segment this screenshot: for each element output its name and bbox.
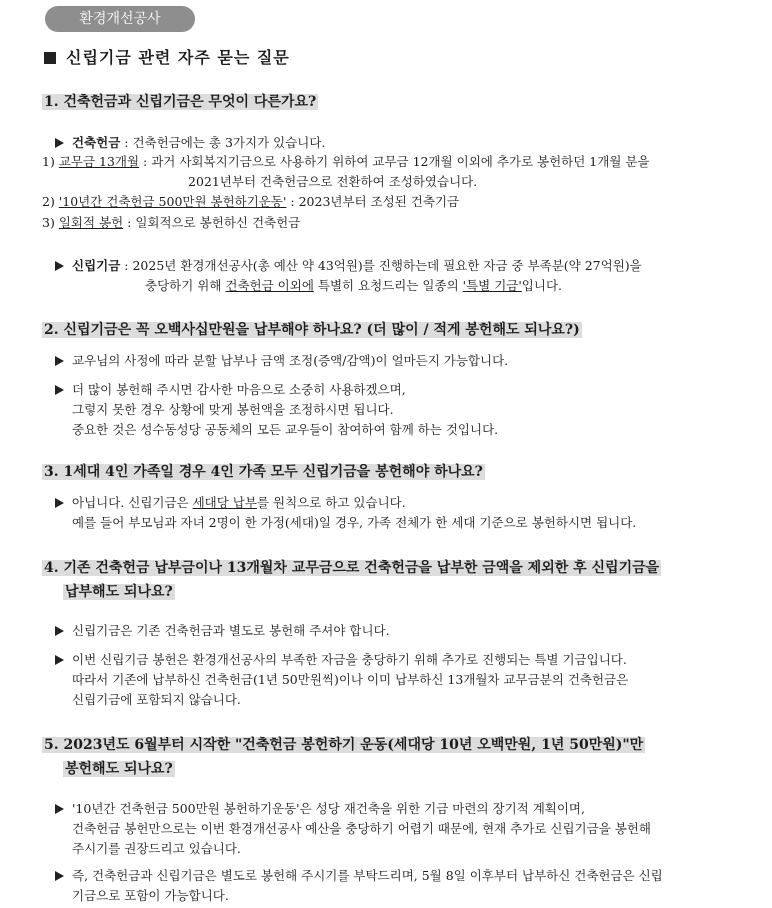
text: : 과거 사회복지기금으로 사용하기 위하여 교무금 12개월 이외에 추가로 봉헌하던 1개월 분을 xyxy=(139,154,650,169)
q1-item-1-cont: 2021년부터 건축헌금으로 전환하여 조성하였습니다. xyxy=(188,174,478,189)
triangle-bullet-icon xyxy=(55,871,64,881)
q4-point-2-l2: 따라서 기존에 납부하신 건축헌금(1년 50만원씩)이나 이미 납부하신 13개월차 교무금분의 건축헌금은 xyxy=(72,672,629,687)
triangle-bullet-icon xyxy=(55,655,64,665)
text: : 2025년 환경개선공사(총 예산 약 43억원)를 진행하는데 필요한 자금 중 부족분(약 27억원)을 xyxy=(120,258,642,273)
triangle-bullet-icon xyxy=(55,261,64,271)
question-2-title: 2. 신립기금은 꼭 오백사십만원을 납부해야 하나요? (더 많이 / 적게 봉헌해도 되나요?) xyxy=(44,322,580,338)
question-4-title-l1: 4. 기존 건축헌금 납부금이나 13개월차 교무금으로 건축헌금을 납부한 금액을 제외한 후 신립기금을 xyxy=(44,560,660,576)
num: 3) xyxy=(42,215,59,230)
label-sinrip-fund: 신립기금 xyxy=(72,258,121,273)
q1-answer-sinrip-cont xyxy=(145,276,562,296)
question-5-title-l2: 봉헌해도 되나요? xyxy=(65,761,173,777)
text: 입니다. xyxy=(521,278,562,293)
triangle-bullet-icon xyxy=(55,385,64,395)
q1-answer-sinrip xyxy=(55,256,642,276)
underline: 교무금 13개월 xyxy=(58,154,140,169)
header-tag: 환경개선공사 xyxy=(45,6,195,32)
text: 특별히 요청드리는 일종의 xyxy=(313,278,463,293)
q3-point-1 xyxy=(55,493,406,513)
triangle-bullet-icon xyxy=(55,498,64,508)
q1-item-3 xyxy=(42,213,300,233)
underline: 세대당 납부 xyxy=(192,495,257,510)
underline: '10년간 건축헌금 500만원 봉헌하기운동' xyxy=(58,194,287,209)
q2-point-1 xyxy=(55,351,508,371)
text: 교우님의 사정에 따라 분할 납부나 금액 조정(증액/감액)이 얼마든지 가능합니다. xyxy=(72,353,509,368)
q4-point-2-l3: 신립기금에 포함되지 않습니다. xyxy=(72,692,241,707)
triangle-bullet-icon xyxy=(55,626,64,636)
question-5 xyxy=(42,733,645,781)
question-1-title: 1. 건축헌금과 신립기금은 무엇이 다른가요? xyxy=(44,94,317,110)
question-4-title-l2: 납부해도 되나요? xyxy=(65,584,173,600)
q1-item-1 xyxy=(42,152,650,172)
text: 신립기금은 기존 건축헌금과 별도로 봉헌해 주셔야 합니다. xyxy=(72,623,390,638)
q2-point-2-l2: 그렇지 못한 경우 상황에 맞게 봉헌액을 조정하시면 됩니다. xyxy=(72,402,394,417)
q1-item-2 xyxy=(42,192,459,212)
question-5-title-l1: 5. 2023년도 6월부터 시작한 "건축헌금 봉헌하기 운동(세대당 10년 오백만원, 1년 50만원)"만 xyxy=(44,737,644,753)
text: 를 원칙으로 하고 있습니다. xyxy=(256,495,406,510)
underline: '특별 기금' xyxy=(462,278,522,293)
num: 1) xyxy=(42,154,59,169)
text: 아닙니다. 신립기금은 xyxy=(72,495,193,510)
q2-point-2 xyxy=(55,380,406,400)
q5-point-2 xyxy=(55,866,663,886)
triangle-bullet-icon xyxy=(55,138,64,148)
triangle-bullet-icon xyxy=(55,356,64,366)
question-2 xyxy=(42,318,582,342)
question-1 xyxy=(42,90,318,114)
q2-point-2-l3: 중요한 것은 성수동성당 공동체의 모든 교우들이 참여하여 함께 하는 것입니다. xyxy=(72,422,499,437)
q4-point-2 xyxy=(55,650,627,670)
text: 이번 신립기금 봉헌은 환경개선공사의 부족한 자금을 충당하기 위해 추가로 진행되는 특별 기금입니다. xyxy=(72,652,627,667)
underline: 일회적 봉헌 xyxy=(58,215,124,230)
page-title xyxy=(44,45,290,68)
q5-point-1-l3: 주시기를 권장드리고 있습니다. xyxy=(72,841,241,856)
text: : 일회적으로 봉헌하신 건축헌금 xyxy=(123,215,301,230)
q5-point-2-l2: 기금으로 포함이 가능합니다. xyxy=(72,888,229,903)
text: 충당하기 위해 xyxy=(145,278,226,293)
triangle-bullet-icon xyxy=(55,804,64,814)
label-building-fund: 건축헌금 xyxy=(72,135,121,150)
q1-answer-building xyxy=(55,133,325,153)
text: 즉, 건축헌금과 신립기금은 별도로 봉헌해 주시기를 부탁드리며, 5월 8일 이후부터 납부하신 건축헌금은 신립 xyxy=(72,868,663,883)
q4-point-1 xyxy=(55,621,390,641)
page-title-text: 신립기금 관련 자주 묻는 질문 xyxy=(66,48,290,67)
text: : 건축헌금에는 총 3가지가 있습니다. xyxy=(120,135,326,150)
q3-point-1-l2: 예를 들어 부모님과 자녀 2명이 한 가정(세대)일 경우, 가족 전체가 한 세대 기준으로 봉헌하시면 됩니다. xyxy=(72,515,637,530)
question-4 xyxy=(42,556,661,604)
underline: 건축헌금 이외에 xyxy=(225,278,314,293)
text: : 2023년부터 조성된 건축기금 xyxy=(286,194,460,209)
text: '10년간 건축헌금 500만원 봉헌하기운동'은 성당 재건축을 위한 기금 마련의 장기적 계획이며, xyxy=(72,801,585,816)
question-3 xyxy=(42,460,485,484)
q5-point-1 xyxy=(55,799,585,819)
num: 2) xyxy=(42,194,59,209)
q5-point-1-l2: 건축헌금 봉헌만으로는 이번 환경개선공사 예산을 충당하기 어렵기 때문에, 현재 추가로 신립기금을 봉헌해 xyxy=(72,821,651,836)
question-3-title: 3. 1세대 4인 가족일 경우 4인 가족 모두 신립기금을 봉헌해야 하나요? xyxy=(44,464,483,480)
square-bullet-icon xyxy=(44,52,56,64)
text: 더 많이 봉헌해 주시면 감사한 마음으로 소중히 사용하겠으며, xyxy=(72,382,406,397)
